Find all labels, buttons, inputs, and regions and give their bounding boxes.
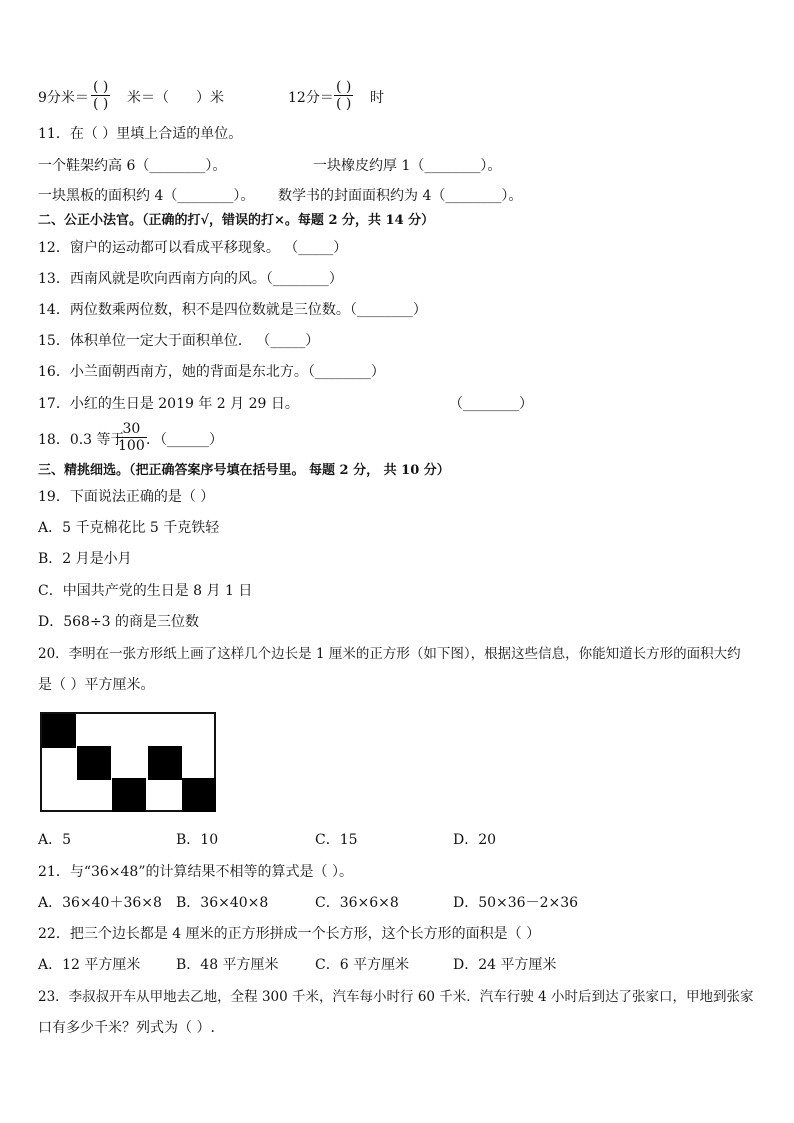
q20-line-1: 20．李明在一张方形纸上画了这样几个边长是 1 厘米的正方形（如下图），根据这些信息，你能知道长方形的面积大约 [38, 646, 741, 662]
q18-prefix: 18．0.3 等于 [38, 432, 125, 448]
q11-item-b: 一块橡皮约厚 1（________）。 [313, 158, 502, 174]
fraction-denominator: ( ) [93, 96, 109, 112]
q21-option-a: A．36×40＋36×8 [38, 895, 162, 911]
black-square [112, 778, 146, 812]
q19-option-a: A．5 千克棉花比 5 千克铁轻 [38, 520, 220, 536]
q21-option-c: C．36×6×8 [315, 895, 399, 911]
q20-option-c: C．15 [315, 832, 358, 848]
black-square [182, 778, 216, 812]
q17-blank: （________） [449, 396, 533, 412]
q15: 15．体积单位一定大于面积单位． （_____） [38, 333, 320, 349]
q20-line-2: 是（ ）平方厘米。 [38, 677, 155, 693]
q12: 12．窗户的运动都可以看成平移现象。 （_____） [38, 240, 348, 256]
q18-suffix: ．（______） [146, 432, 223, 448]
q21-option-d: D．50×36－2×36 [453, 895, 579, 911]
q23-line-2: 口有多少千米？列式为（ ）. [38, 1020, 215, 1036]
q10-left-prefix: 9分米＝ [38, 90, 89, 106]
q10-left-fraction [91, 79, 110, 112]
q14: 14．两位数乘两位数，积不是四位数就是三位数。（________） [38, 302, 427, 318]
q22-option-c: C．6 平方厘米 [315, 957, 410, 973]
q11-item-a: 一个鞋架约高 6（________）。 [38, 158, 227, 174]
q11-item-d: 数学书的封面面积约为 4（________）。 [278, 188, 523, 204]
black-square [42, 714, 76, 748]
q10-left-end: ）米 [196, 90, 224, 106]
q20-option-d: D．20 [453, 832, 497, 848]
q22-title: 22．把三个边长都是 4 厘米的正方形拼成一个长方形，这个长方形的面积是（ ） [38, 926, 541, 942]
section-3-heading: 三、精挑细选。（把正确答案序号填在括号里。 每题 2 分， 共 10 分） [38, 463, 450, 478]
section-2-heading: 二、公正小法官。（正确的打√，错误的打×。每题 2 分，共 14 分） [38, 213, 435, 228]
q23-line-1: 23．李叔叔开车从甲地去乙地，全程 300 千米，汽车每小时行 60 千米．汽车行驶 4 小时后到达了张家口，甲地到张家 [38, 989, 754, 1005]
q21-option-b: B．36×40×8 [176, 895, 269, 911]
fraction-numerator: ( ) [93, 79, 109, 95]
fraction-numerator: ( ) [336, 79, 352, 95]
q20-option-b: B．10 [176, 832, 219, 848]
fraction-denominator: 100 [118, 438, 145, 454]
black-square [148, 746, 182, 780]
q22-option-a: A．12 平方厘米 [38, 957, 141, 973]
black-square [77, 746, 111, 780]
q20-option-a: A．5 [38, 832, 72, 848]
q19-option-b: B．2 月是小月 [38, 551, 132, 567]
fraction-denominator: ( ) [336, 96, 352, 112]
q16: 16．小兰面朝西南方，她的背面是东北方。（________） [38, 364, 385, 380]
q19-option-c: C．中国共产党的生日是 8 月 1 日 [38, 583, 253, 599]
q10-right-fraction [334, 79, 353, 112]
q18-fraction [116, 421, 147, 454]
q11-title: 11．在（ ）里填上合适的单位。 [38, 126, 243, 142]
q21-title: 21．与“36×48”的计算结果不相等的算式是（ ）。 [38, 864, 353, 880]
q17-text: 17．小红的生日是 2019 年 2 月 29 日。 [38, 396, 299, 412]
q19-option-d: D．568÷3 的商是三位数 [38, 614, 200, 630]
q22-option-b: B．48 平方厘米 [176, 957, 279, 973]
q10-left-middle: 米＝（ [127, 90, 169, 106]
q19-title: 19．下面说法正确的是（ ） [38, 489, 215, 505]
q10-right-prefix: 12分＝ [288, 90, 334, 106]
q13: 13．西南风就是吹向西南方向的风。（________） [38, 271, 343, 287]
q11-item-c: 一块黑板的面积约 4（________）。 [38, 188, 255, 204]
squares-figure [40, 712, 216, 812]
q10-right-end: 时 [370, 90, 384, 106]
fraction-numerator: 30 [116, 421, 147, 438]
q22-option-d: D．24 平方厘米 [453, 957, 557, 973]
